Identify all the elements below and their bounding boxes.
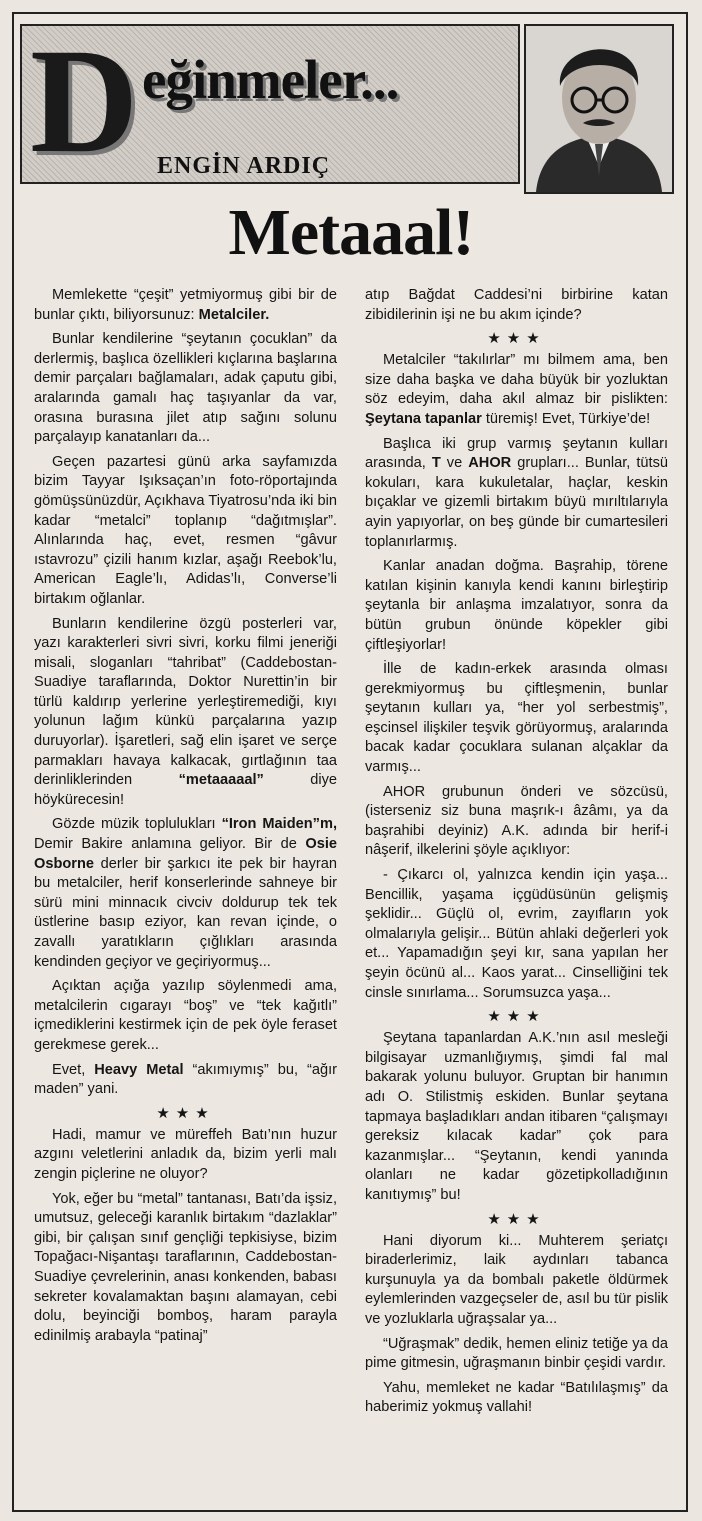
paragraph-text: Metalciler “takılırlar” mı bilmem ama, ben size daha başka ve daha büyük bir yozluktan söz edeyim, daha akıl almaz bir pislikten: bbox=[365, 352, 668, 408]
section-separator: ★★★ bbox=[487, 1210, 546, 1228]
portrait-drawing bbox=[526, 26, 672, 192]
section-separator: ★★★ bbox=[487, 1008, 546, 1026]
paragraph-text: ve bbox=[440, 455, 469, 472]
paragraph-text: Hadi, mamur ve müreffeh Batı’nın huzur azgını veletlerini anladık da, bizim yerli malı zengin piçlerine ne oluyor? bbox=[34, 1126, 337, 1182]
paragraph-text: Açıktan açığa yazılıp söylenmedi ama, metalcilerin cıgarayı “boş” ve “tek kağıtlı” içmediklerini kestirmek için de pek öyle feraset gerekmese gerek... bbox=[34, 978, 337, 1053]
author-name: ENGİN ARDIÇ bbox=[157, 153, 331, 179]
paragraph-text: atıp Bağdat Caddesi’ni birbirine katan zibidilerinin işi ne bu akım içinde? bbox=[365, 287, 668, 323]
paragraph-text: grupları... Bunlar, tütsü kokuları, kara kukuletalar, haçlar, keskin bıçaklar ve gizemli birtakım büyü mırıltılarıyla ayin yapıyorlar, on beş günde bir cumartesileri toplanırlarmış. bbox=[365, 455, 668, 550]
bold-phrase: Metalciler. bbox=[198, 306, 270, 323]
article-paragraph bbox=[34, 977, 337, 1055]
paragraph-text: derler bir şarkıcı ite pek bir hayran bu metalciler, herif konserlerinde sahneye bir sürü mini minnacık civciv doldurup tek tek üstlerine basıp eziyor, kan revan içinde, o zavallı yaratıkların çığlıkları arasında kendinden geçiyor ve geçiriyormuş... bbox=[34, 855, 337, 970]
paragraph-text: Başlıca iki grup varmış şeytanın kulları arasında, bbox=[365, 435, 668, 472]
article-paragraph bbox=[34, 1190, 337, 1347]
article-paragraph bbox=[365, 435, 668, 553]
article-paragraph bbox=[365, 557, 668, 655]
bold-phrase: “Iron Maiden”m, bbox=[221, 816, 337, 833]
article-paragraph bbox=[365, 866, 668, 1003]
bold-phrase: AHOR bbox=[468, 455, 512, 472]
paragraph-text: “akımıymış” bu, “ağır maden” yani. bbox=[34, 1061, 337, 1098]
column-masthead bbox=[20, 18, 520, 184]
article-paragraph bbox=[365, 1379, 668, 1418]
masthead-drop-letter: D bbox=[30, 18, 139, 184]
article-paragraph bbox=[365, 351, 668, 429]
article-paragraph bbox=[365, 1232, 668, 1330]
bold-phrase: “metaaaaal” bbox=[178, 772, 264, 789]
paragraph-text: Evet, bbox=[52, 1061, 95, 1078]
article-paragraph bbox=[34, 453, 337, 610]
article-headline: Metaaal! bbox=[228, 196, 474, 269]
bold-phrase: Heavy Metal bbox=[94, 1061, 184, 1078]
paragraph-text: - Çıkarcı ol, yalnızca kendin için yaşa... Bencillik, yaşama içgüdüsünün gelişmiş şeklidir... Güçlü ol, evrim, zayıfların yok olmalarıyla gelişir... Bütün ahlaki değerleri yok et... Yapamadığın şeyi kır, sana yapılan her şeyin öcünü al... Kaos yarat... Cinselliğini tek cinsle sınırlama... Sorumsuzca yaşa... bbox=[365, 867, 668, 1001]
article-paragraph bbox=[34, 1126, 337, 1185]
article-paragraph bbox=[34, 615, 337, 811]
paragraph-text: İlle de kadın-erkek arasında olması gerekmiyormuş bu çiftleşmenin, bunlar şeytanın kulları ya, “her yol serbestmiş”, eşcinsel ilişkiler teşvik görüyormuş, aralarında bacak kadar çocuklara sulanan alçaklar da varmış... bbox=[365, 661, 668, 776]
article-paragraph bbox=[365, 286, 668, 325]
paragraph-text: Bunlar kendilerine “şeytanın çocuklan” da derlermiş, başlıca özellikleri kıçlarına başlarına demir parçaları bağlamaları, adak çaputu gibi, aralarında gamalı haç taşıyanlar da var, orasına burasına jilet atıp sağını solunu parçalayıp kanatanları da... bbox=[34, 331, 337, 446]
paragraph-text: Yok, eğer bu “metal” tantanası, Batı’da işsiz, umutsuz, geleceği karanlık birtakım “dazlaklar” gibi, bir çalışan sınıf gençliği tepkisiyse, bizim Topağacı-Nişantaşı taraflarının, Caddebostan-Suadiye çevrelerinin, anası konkenden, babası sekreter kovalamaktan başını alamayan, cebi dolu, beyinciği bomboş, haram parayla edinilmiş arabayla “patinaj” bbox=[34, 1190, 337, 1344]
paragraph-text: Gözde müzik toplulukları bbox=[52, 816, 222, 833]
paragraph-text: Kanlar anadan doğma. Başrahip, törene katılan kişinin kanıyla kendi kanını birleştirip şeytanla bir anlaşma imzalatıyor, sonra da bütün grubun önünde köpekler gibi çiftleşiyorlar! bbox=[365, 558, 668, 653]
section-separator: ★★★ bbox=[487, 330, 546, 348]
paragraph-text: “Uğraşmak” dedik, hemen eliniz tetiğe ya da pime gitmesin, uğraşmanın binbir çeşidi vardır. bbox=[365, 1335, 668, 1372]
paragraph-text: Bunların kendilerine özgü posterleri var, yazı karakterleri sivri sivri, korku filmi jeneriği misali, sloganları “tahribat” (Caddebostan-Suadiye taraflarında, Doktor Nurettin’in bir türlü kaldırıp yerlerine yerleştiremediği, kıyı yolunun lağım künkü parçalarına yazıp duruyorlar). İşaretleri, sağ elin işaret ve serçe parmakları havaya kalkacak, gırtlağının taa derinliklerinden bbox=[34, 615, 337, 789]
bold-phrase: Şeytana tapanlar bbox=[365, 410, 482, 427]
paragraph-text: diye höykürecesin! bbox=[34, 772, 338, 808]
article-paragraph bbox=[34, 286, 337, 325]
article-paragraph bbox=[34, 330, 337, 448]
left-column bbox=[34, 286, 337, 1351]
article-paragraph bbox=[365, 1029, 668, 1205]
paragraph-text: Geçen pazartesi günü arka sayfamızda bizim Tayyar Işıksaçan’ın foto-röportajında gömüşsünüzdür, Açıkhava Tiyatrosu’nda iki bin kadar “metalci” toplanıp “dağıtmışlar”. Alınlarında haç, evet, resmen “gâvur ıstavrozu” çizili hanım kızlar, aşağı Reebok’lu, American Eagle’lı, Adidas’lı, Converse’li birtakım oğlanlar. bbox=[34, 453, 337, 607]
paragraph-text: AHOR grubunun önderi ve sözcüsü, (isterseniz siz buna maşrık-ı âzâmı, ya da başrahibi deyiniz) A.K. adında bir herif-i nâşerif, ilkelerini şöyle açıklıyor: bbox=[365, 783, 668, 859]
paragraph-text: Memlekette “çeşit” yetmiyormuş gibi bir de bunlar çıktı, biliyorsunuz: bbox=[34, 287, 337, 323]
article-paragraph bbox=[365, 783, 668, 861]
article-paragraph bbox=[365, 660, 668, 778]
paragraph-text: Hani diyorum ki... Muhterem şeriatçı biraderlerimiz, laik aydınları tabanca kurşunuyla ya da bombalı paketle öldürmek eylemlerinden vazgeçseler de, asıl bu tür pislik ve yozluklarla uğraşsalar ya... bbox=[365, 1232, 668, 1327]
section-separator: ★★★ bbox=[156, 1104, 215, 1122]
paragraph-text: Yahu, memleket ne kadar “Batılılaşmış” da haberimiz yokmuş vallahi! bbox=[365, 1379, 668, 1416]
masthead-title: eğinmeler... bbox=[142, 49, 399, 110]
right-column bbox=[365, 286, 668, 1423]
author-portrait bbox=[524, 24, 674, 194]
article-paragraph bbox=[34, 815, 337, 972]
article-paragraph bbox=[34, 1061, 337, 1100]
article-paragraph bbox=[365, 1335, 668, 1374]
bold-phrase: Osie Osborne bbox=[34, 836, 337, 872]
paragraph-text: türemiş! Evet, Türkiye’de! bbox=[481, 410, 651, 427]
paragraph-text: Demir Bakire anlamına geliyor. Bir de bbox=[34, 836, 306, 853]
bold-phrase: T bbox=[431, 455, 441, 472]
paragraph-text: Şeytana tapanlardan A.K.’nın asıl mesleği bilgisayar uzmanlığıymış, şimdi fal mal bakarak yolunu buluyor. Gruptan bir hanımın adı O. Stilistmiş eskiden. Bunlar şeytana tapmaya başladıkları andan itibaren “çalışmayı gereksiz kılacak kadar” çok para kazanmışlar... “Şeytanın, kendi yanında olanları ne kadar gözetipkolladığının kanıtıymış” bu! bbox=[365, 1030, 668, 1203]
